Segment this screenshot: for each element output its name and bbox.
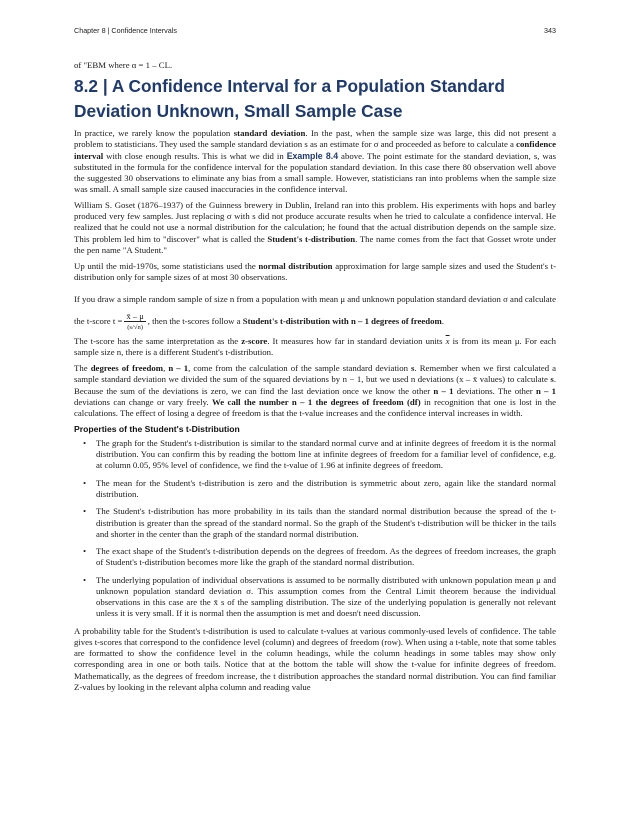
term-students-t-distribution: Student's t-distribution <box>267 233 356 244</box>
paragraph-t-score-formula: If you draw a simple random sample of size n from a population with mean μ and unknown population standard deviation σ and calculate the t-score t = $\frac{x̄ - \mu}{(s/√n)}$ , then the t-scores follow a Student's t-distribution with n – 1 degrees of freedom. <box>74 293 556 331</box>
example-8-4-link[interactable]: Example 8.4 <box>286 150 339 161</box>
fraction-numerator: x̄ – μ <box>126 310 144 321</box>
running-header-page-number: 343 <box>544 26 556 35</box>
x-bar-symbol: $\overline{x}$ <box>445 336 450 347</box>
term-confidence-interval: confidence interval <box>74 139 556 161</box>
paragraph-mid-1970s: Up until the mid-1970s, some statisticians used the normal distribution approximation for large sample sizes and used the Student's t-distribution only for sample sizes of at most 30 observations. <box>74 260 556 282</box>
list-item: • The graph for the Student's t-distribution is similar to the standard normal curve and at infinite degrees of freedom it is the normal distribution. You can confirm this by reading the bottom line at infinite degrees of freedom for a familiar level of confidence, e.g. at column 0.05, 95% level of confidence, we find the t-value of 1.96 at infinite degrees of freedom. <box>96 438 556 472</box>
section-heading <box>74 74 556 124</box>
intro-line: of "EBM where α = 1 – CL. <box>74 60 173 70</box>
properties-heading: Properties of the Student's t-Distribution <box>74 423 240 434</box>
term-standard-deviation: standard deviation <box>233 128 306 139</box>
term-t-distribution-df: Student's t-distribution with n – 1 degrees of freedom <box>242 315 442 326</box>
paragraph-standard-deviation: In practice, we rarely know the population standard deviation. In the past, when the sample size was large, this did not present a problem to statisticians. They used the sample standard deviation s as an estimate for σ and proceeded as before to calculate a confidence interval with close enough results. This is what we did in Example 8.4 above. The point estimate for the standard deviation, s, was substituted in the formula for the confidence interval for the population standard deviation. In this case there 80 observation well above the suggested 30 observations to eliminate any bias from a small sample. However, statisticians ran into problems when the sample size was small. A small sample size caused inaccuracies in the confidence interval. <box>74 128 557 195</box>
list-item: • The exact shape of the Student's t-distribution depends on the degrees of freedom. As the degrees of freedom increases, the graph of Student's t-distribution becomes more like the graph of the standard normal distribution. <box>96 546 556 568</box>
term-df-definition: We call the number n – 1 the degrees of freedom (df) <box>211 396 421 407</box>
list-item: • The Student's t-distribution has more probability in its tails than the standard normal distribution because the spread of the t-distribution is greater than the spread of the standard normal. So the graph of the Student's t-distribution will be thicker in the tails and shorter in the center than the graph of the standard normal distribution. <box>96 506 556 540</box>
list-item: • The underlying population of individual observations is assumed to be normally distributed with unknown population mean μ and unknown population standard deviation σ. This assumption comes from the Central Limit theorem because the individual observations in this case are the x̄ s of the sampling distribution. The size of the underlying population is generally not relevant unless it is very small. If it is normal then the assumption is met and doesn't need discussion. <box>96 575 556 620</box>
list-item: • The mean for the Student's t-distribution is zero and the distribution is symmetric about zero, again like the standard normal distribution. <box>96 478 556 500</box>
properties-list <box>74 438 556 620</box>
running-header-chapter: Chapter 8 | Confidence Intervals <box>74 26 177 35</box>
section-number: 8.2 <box>74 76 99 97</box>
t-score-fraction <box>124 312 145 332</box>
page-body <box>74 60 556 698</box>
section-title: A Confidence Interval for a Population Standard Deviation Unknown, Small Sample Case <box>74 76 505 122</box>
paragraph-gosset: William S. Goset (1876–1937) of the Guinness brewery in Dublin, Ireland ran into this problem. His experiments with hops and barley produced very few samples. Just replacing σ with s did not produce accurate results when he tried to calculate a confidence interval. He realized that he could not use a normal distribution for the calculation; he found that the actual distribution depends on the sample size. This problem led him to "discover" what is called the Student's t-distribution. The name comes from the fact that Gosset wrote under the pen name "A Student." <box>74 200 557 255</box>
paragraph-probability-table: A probability table for the Student's t-distribution is used to calculate t-values at various commonly-used levels of confidence. The table gives t-scores that correspond to the confidence level (column) and degrees of freedom (row). When using a t-table, note that some tables are formatted to show the confidence level in the column headings, while the column headings in some tables may show only corresponding area in one or both tails. Notice that at the bottom the table will show the t-value for infinite degrees of freedom. Mathematically, as the degrees of freedom increase, the t distribution approaches the standard normal distribution. You can find familiar Z-values by looking in the relevant alpha column and reading value <box>74 625 556 692</box>
term-degrees-of-freedom: degrees of freedom <box>90 363 164 374</box>
paragraph-degrees-of-freedom: The degrees of freedom, n – 1, come from the calculation of the sample standard deviation s. Remember when we first calculated a sample standard deviation we divided the sum of the squared deviations by n − 1, but we used n deviations (x – x̄ values) to calculate s. Because the sum of the deviations is zero, we can find the last deviation once we know the other n – 1 deviations. The other n – 1 deviations can change or vary freely. We call the number n – 1 the degrees of freedom (df) in recognition that one is lost in the calculations. The effect of losing a degree of freedom is that the t-value increases and the confidence interval increases in width. <box>74 363 557 419</box>
term-z-score: z-score <box>241 336 268 347</box>
paragraph-t-score-interpretation: The t-score has the same interpretation as the z-score. It measures how far in standard deviation units $\overline{x}$ is from its mean μ. For each sample size n, there is a different Student's t-distribution. <box>74 336 556 358</box>
section-separator: | <box>102 76 108 97</box>
term-normal-distribution: normal distribution <box>258 260 333 271</box>
fraction-denominator: (s/√n) <box>127 323 143 331</box>
